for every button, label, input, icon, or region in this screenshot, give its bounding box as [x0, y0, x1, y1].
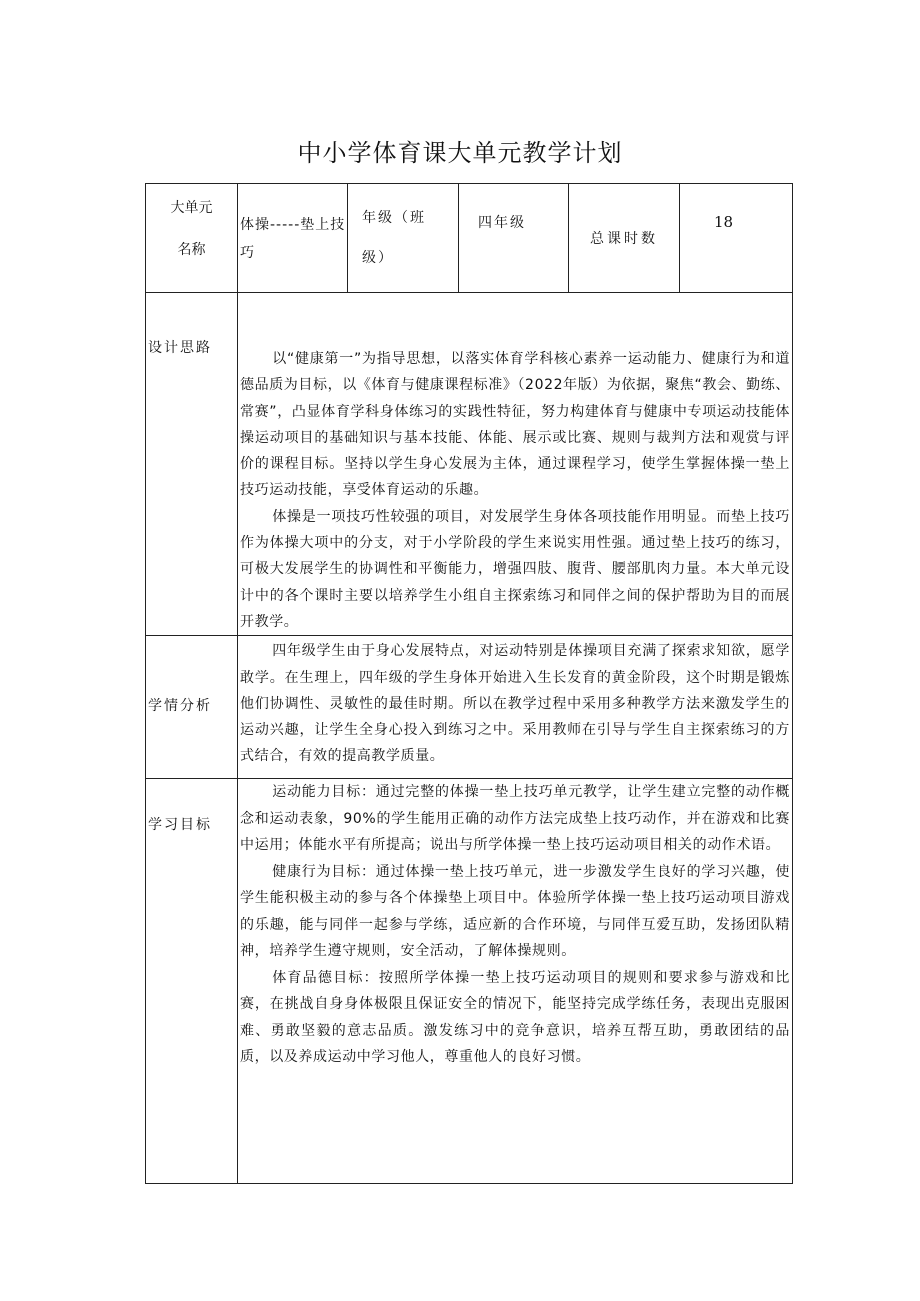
analysis-label-cell: [146, 636, 238, 779]
design-label-cell: [146, 293, 238, 636]
total-lessons-label-cell: [569, 184, 680, 293]
total-lessons-value-cell: [680, 184, 793, 293]
unit-label-cell: [146, 184, 238, 293]
plan-table: [145, 183, 793, 1184]
goals-paragraph-1: 运动能力目标：通过完整的体操一垫上技巧单元教学，让学生建立完整的动作概念和运动表象，90%的学生能用正确的动作方法完成垫上技巧动作，并在游戏和比赛中运用；体能水平有所提高；说出与所学体操一垫上技巧运动项目相关的动作术语。: [240, 784, 790, 854]
design-row: [146, 293, 793, 636]
analysis-row: [146, 636, 793, 779]
goals-content-cell: [238, 779, 793, 1184]
header-row: [146, 184, 793, 293]
design-label: 设计思路: [148, 340, 212, 356]
grade-label-line2: 级）: [362, 250, 394, 266]
analysis-label: 学情分析: [148, 698, 212, 715]
unit-label-line1: 大单元: [170, 200, 213, 216]
unit-label-line2: 名称: [177, 242, 206, 258]
goals-label-cell: [146, 779, 238, 1184]
unit-name-cell: [238, 184, 348, 293]
goals-row: [146, 779, 793, 1184]
design-paragraph-1: 以“健康第一”为指导思想，以落实体育学科核心素养一运动能力、健康行为和道德品质为目标，以《体育与健康课程标准》（2022年版）为依据，聚焦“教会、勤练、常赛”，凸显体育学科身体练习的实践性特征，努力构建体育与健康中专项运动技能体操运动项目的基础知识与基本技能、体能、展示或比赛、规则与裁判方法和观赏与评价的课程目标。坚持以学生身心发展为主体，通过课程学习，使学生掌握体操一垫上技巧运动技能，享受体育运动的乐趣。: [240, 351, 790, 499]
total-lessons-label: 总课时数: [590, 231, 658, 247]
design-content-cell: [238, 293, 793, 636]
goals-paragraph-2: 健康行为目标：通过体操一垫上技巧单元，进一步激发学生良好的学习兴趣，使学生能积极主动的参与各个体操垫上项目中。体验所学体操一垫上技巧运动项目游戏的乐趣，能与同伴一起参与学练，适应新的合作环境，与同伴互爱互助，发扬团队精神，培养学生遵守规则，安全活动，了解体操规则。: [240, 863, 790, 960]
unit-name-value: 体操-----垫上技巧: [240, 217, 346, 261]
grade-value-cell: [459, 184, 569, 293]
page-title: 中小学体育课大单元教学计划: [297, 139, 623, 167]
analysis-content-cell: [238, 636, 793, 779]
goals-label: 学习目标: [148, 817, 212, 834]
total-lessons-value: 18: [714, 213, 734, 231]
grade-label-cell: [348, 184, 459, 293]
design-paragraph-2: 体操是一项技巧性较强的项目，对发展学生身体各项技能作用明显。而垫上技巧作为体操大项中的分支，对于小学阶段的学生来说实用性强。通过垫上技巧的练习，可极大发展学生的协调性和平衡能力，增强四肢、腹背、腰部肌肉力量。本大单元设计中的各个课时主要以培养学生小组自主探索练习和同伴之间的保护帮助为目的而展开教学。: [240, 508, 790, 630]
analysis-paragraph-1: 四年级学生由于身心发展特点，对运动特别是体操项目充满了探索求知欲，愿学敢学。在生理上，四年级的学生身体开始进入生长发育的黄金阶段，这个时期是锻炼他们协调性、灵敏性的最佳时期。所以在教学过程中采用多种教学方法来激发学生的运动兴趣，让学生全身心投入到练习之中。采用教师在引导与学生自主探索练习的方式结合，有效的提高教学质量。: [240, 643, 790, 765]
grade-value: 四年级: [478, 215, 526, 231]
goals-paragraph-3: 体育品德目标：按照所学体操一垫上技巧运动项目的规则和要求参与游戏和比赛，在挑战自身身体极限且保证安全的情况下，能坚持完成学练任务，表现出克服困难、勇敢坚毅的意志品质。激发练习中的竞争意识，培养互帮互助，勇敢团结的品质，以及养成运动中学习他人，尊重他人的良好习惯。: [240, 969, 790, 1066]
grade-label-line1: 年级（班: [362, 210, 426, 226]
